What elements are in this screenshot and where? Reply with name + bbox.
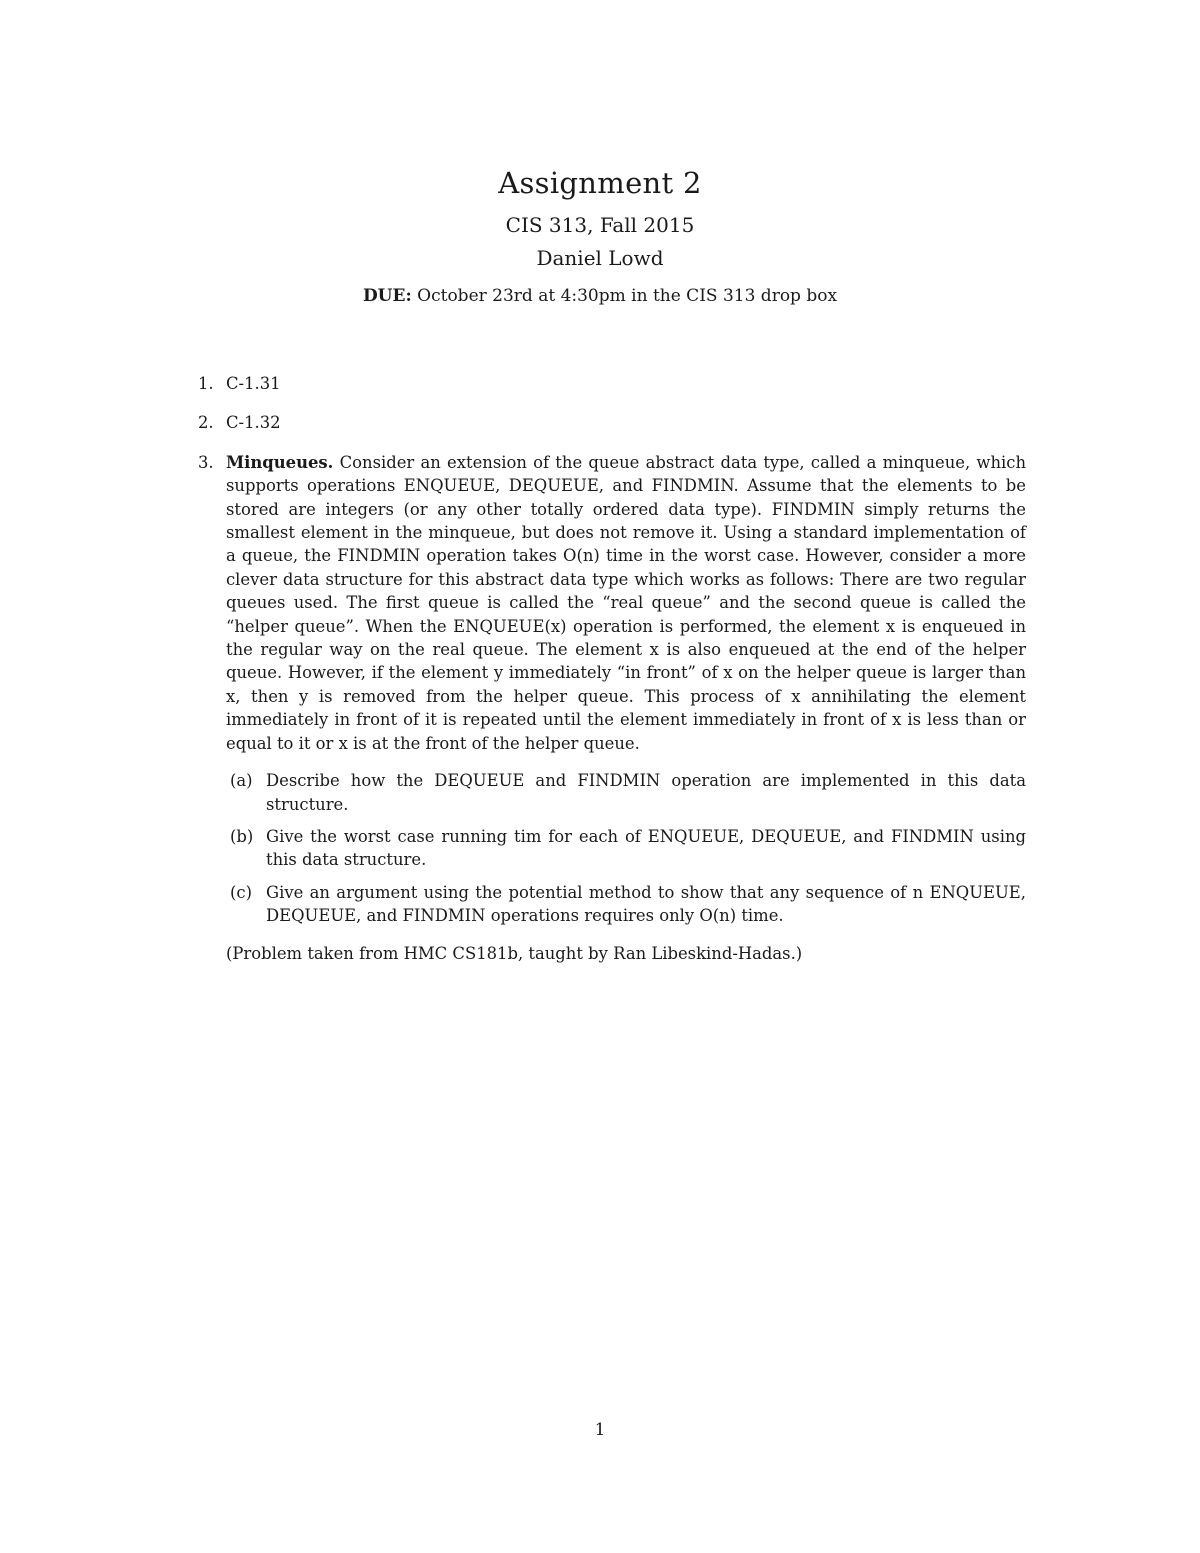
problem-number: 2. xyxy=(198,413,214,433)
problem-text: C-1.31 xyxy=(226,374,281,393)
course-line: CIS 313, Fall 2015 xyxy=(505,213,695,237)
subpart-item xyxy=(226,825,1026,872)
document-title: Assignment 2 xyxy=(498,166,702,200)
page-number: 1 xyxy=(594,1420,606,1440)
author-line: Daniel Lowd xyxy=(536,246,664,270)
subpart-text: Describe how the DEQUEUE and FINDMIN operation are implemented in this data structure. xyxy=(266,771,1026,814)
subpart-label: (c) xyxy=(230,882,252,902)
problem-heading: Minqueues. xyxy=(226,452,334,472)
subpart-list xyxy=(226,769,1026,927)
problem-number: 1. xyxy=(198,374,214,393)
subpart-text: Give an argument using the potential method to show that any sequence of n ENQUEUE, DEQUEUE, and FINDMIN operations requires only O(n) time. xyxy=(266,882,1026,926)
subpart-label: (a) xyxy=(230,771,253,791)
problem-item xyxy=(198,451,1026,965)
problem-text: Consider an extension of the queue abstract data type, called a minqueue, which supports operations ENQUEUE, DEQUEUE, and FINDMIN. Assume that the elements to be stored are integers (or any other totally ordered data type). FINDMIN simply returns the smallest element in the minqueue, but does not remove it. Using a standard implementation of a queue, the FINDMIN operation takes O(n) time in the worst case. However, consider a more clever data structure for this abstract data type which works as follows: There are two regular queues used. The first queue is called the “real queue” and the second queue is called the “helper queue”. When the ENQUEUE(x) operation is performed, the element x is enqueued in the regular way on the real queue. The element x is also enqueued at the end of the helper queue. However, if the element y immediately “in front” of x on the helper queue is larger than x, then y is removed from the helper queue. This process of x annihilating the element immediately in front of it is repeated until the element immediately in front of x is less than or equal to it or x is at the front of the helper queue. xyxy=(226,452,1026,753)
problem-body xyxy=(226,451,1026,755)
due-line xyxy=(0,286,1200,306)
problem-list xyxy=(198,372,1026,981)
problem-text: C-1.32 xyxy=(226,413,281,433)
problem-number: 3. xyxy=(198,452,214,472)
problem-source-note: (Problem taken from HMC CS181b, taught by Ran Libeskind-Hadas.) xyxy=(226,943,803,963)
subpart-text: Give the worst case running tim for each of ENQUEUE, DEQUEUE, and FINDMIN using this data structure. xyxy=(266,826,1026,870)
subpart-label: (b) xyxy=(230,826,254,846)
due-text: October 23rd at 4:30pm in the CIS 313 drop box xyxy=(417,286,838,306)
subpart-item xyxy=(226,769,1026,816)
problem-item xyxy=(198,411,1026,434)
problem-item xyxy=(198,372,1026,395)
due-label: DUE: xyxy=(362,286,412,306)
subpart-item xyxy=(226,881,1026,928)
